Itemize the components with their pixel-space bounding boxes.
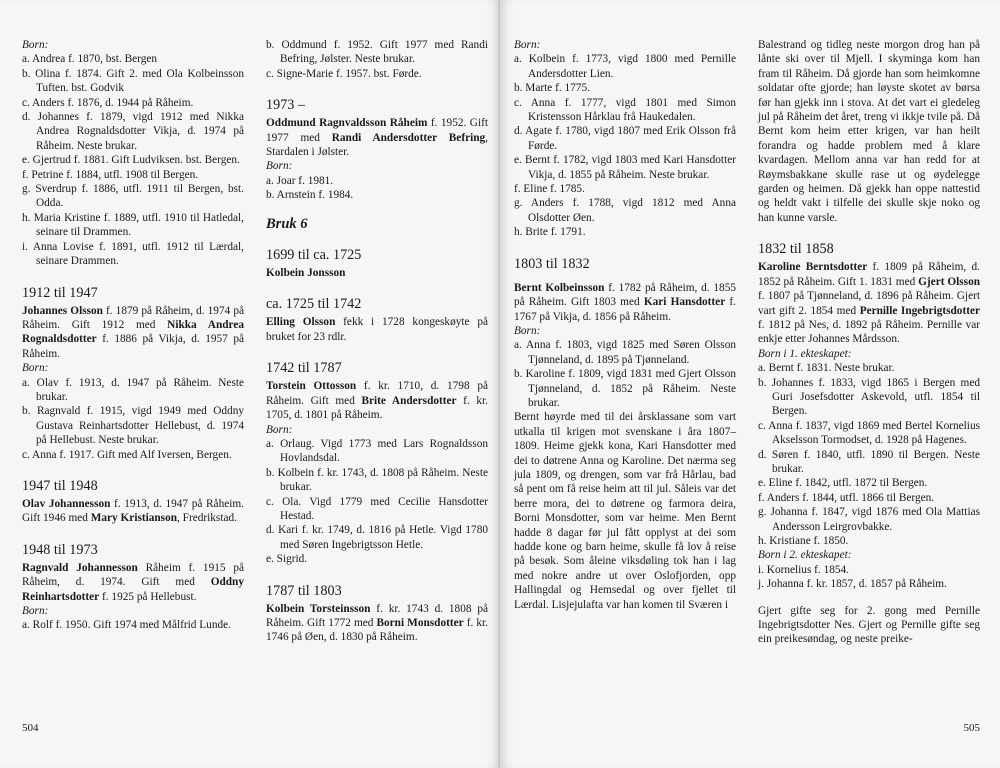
period-heading: 1699 til ca. 1725 bbox=[266, 247, 362, 264]
list-item: h. Brite f. 1791. bbox=[514, 226, 586, 239]
born-label: Born: bbox=[266, 423, 293, 436]
spouse-name: Kari Hansdotter bbox=[643, 296, 726, 309]
owner-paragraph bbox=[266, 116, 488, 159]
period-heading: 1948 til 1973 bbox=[22, 541, 98, 558]
section-heading: Bruk 6 bbox=[266, 215, 308, 232]
list-item: c. Ola. Vigd 1779 med Cecilie Hansdotter Hestad. bbox=[266, 495, 488, 522]
left-column-1 bbox=[22, 38, 244, 633]
owner-paragraph bbox=[266, 602, 488, 645]
list-item: a. Andrea f. 1870, bst. Bergen bbox=[22, 53, 158, 66]
list-item: d. Agate f. 1780, vigd 1807 med Erik Olsson frå Førde. bbox=[514, 125, 736, 152]
list-item: d. Kari f. kr. 1749, d. 1816 på Hetle. Vigd 1780 med Søren Ingebrigtsson Hetle. bbox=[266, 524, 488, 551]
spouse-name: Gjert Olsson bbox=[918, 275, 980, 288]
born-label: Born: bbox=[514, 39, 541, 51]
list-item: e. Sigrid. bbox=[266, 553, 308, 566]
list-item: a. Orlaug. Vigd 1773 med Lars Rognaldsson Hovlandsdal. bbox=[266, 437, 488, 465]
list-item: d. Johannes f. 1879, vigd 1912 med Nikka Andrea Rognaldsdotter Vikja, d. 1974 på Råheim. Neste brukar. bbox=[22, 111, 244, 152]
period-heading: 1787 til 1803 bbox=[266, 582, 342, 599]
owner-name: Olav Johannesson bbox=[22, 497, 111, 510]
list-item: a. Anna f. 1803, vigd 1825 med Søren Olsson Tjønneland, d. 1895 på Tjønneland. bbox=[514, 339, 736, 366]
spouse-text: f. 1807 på Tjønneland, d. 1896 på Råheim. Gjert vart gift 2. 1854 med bbox=[758, 290, 980, 317]
owner-paragraph bbox=[22, 304, 244, 362]
born-label: Born: bbox=[266, 160, 293, 173]
list-item: d. Søren f. 1840, utfl. 1890 til Bergen. Neste brukar. bbox=[758, 448, 980, 475]
spouse-name: Brite Andersdotter bbox=[361, 394, 457, 407]
right-column-1 bbox=[514, 38, 736, 612]
owner-text: f. 1809 på Råheim, d. 1852 på Råheim. Gift 1. 1831 med bbox=[758, 261, 980, 288]
list-item: c. Signe-Marie f. 1957. bst. Førde. bbox=[266, 67, 422, 80]
list-item: h. Kristiane f. 1850. bbox=[758, 535, 849, 547]
list-item: c. Anna f. 1777, vigd 1801 med Simon Kristensson Hårklau frå Haukedalen. bbox=[514, 96, 736, 124]
owner-text: f. 1952. Gift 1977 med bbox=[266, 117, 488, 144]
owner-paragraph bbox=[514, 281, 736, 324]
period-heading: 1973 – bbox=[266, 97, 306, 114]
list-item: g. Johanna f. 1847, vigd 1876 med Ola Mattias Andersson Leirgrovbakke. bbox=[758, 506, 980, 533]
spouse-name: Borni Monsdotter bbox=[376, 616, 464, 629]
born-label: Born: bbox=[22, 39, 49, 51]
period-heading: ca. 1725 til 1742 bbox=[266, 296, 362, 313]
born-label: Born i 2. ekteskapet: bbox=[758, 549, 852, 562]
list-item: a. Rolf f. 1950. Gift 1974 med Målfrid Lunde. bbox=[22, 619, 231, 632]
owner-paragraph bbox=[22, 561, 244, 604]
list-item: c. Anders f. 1876, d. 1944 på Råheim. bbox=[22, 96, 194, 109]
list-item: b. Olina f. 1874. Gift 2. med Ola Kolbeinsson Tuften. bst. Godvik bbox=[22, 67, 244, 95]
spouse-name: Pernille Ingebrigtsdotter bbox=[859, 304, 980, 317]
list-item: b. Kolbein f. kr. 1743, d. 1808 på Råheim. Neste brukar. bbox=[266, 466, 488, 494]
list-item: a. Olav f. 1913, d. 1947 på Råheim. Neste brukar. bbox=[22, 376, 244, 403]
spouse-name: Oddny Reinhartsdotter bbox=[22, 576, 244, 603]
spouse-text: f. kr. 1746 på Øen, d. 1830 på Råheim. bbox=[266, 616, 488, 644]
spouse-text: , Stardalen i Jølster. bbox=[266, 131, 488, 159]
right-column-2 bbox=[758, 38, 980, 647]
list-item: b. Karoline f. 1809, vigd 1831 med Gjert Olsson Tjønneland, d. 1852 på Råheim. Neste brukar. bbox=[514, 368, 736, 409]
list-item: f. Eline f. 1785. bbox=[514, 183, 585, 196]
owner-name: Elling Olsson bbox=[266, 316, 336, 329]
list-item: b. Ragnvald f. 1915, vigd 1949 med Oddny Gustava Reinhartsdotter Hellebust, d. 1974 på Hellebust. Neste brukar. bbox=[22, 405, 244, 447]
owner-name: Torstein Ottosson bbox=[266, 380, 357, 393]
list-item: e. Gjertrud f. 1881. Gift Ludviksen. bst. Bergen. bbox=[22, 154, 240, 167]
owner-paragraph bbox=[758, 260, 980, 346]
spouse-text: f. 1925 på Hellebust. bbox=[99, 590, 197, 603]
spouse-text: f. 1886 på Vikja, d. 1957 på Råheim. bbox=[22, 333, 244, 360]
list-item: g. Anders f. 1788, vigd 1812 med Anna Olsdotter Øen. bbox=[514, 197, 736, 224]
left-column-2 bbox=[266, 38, 488, 645]
owner-text: f. kr. 1710, d. 1798 på Råheim. Gift med bbox=[266, 380, 488, 407]
closing-paragraph: Gjert gifte seg for 2. gong med Pernille Ingebrigtsdotter Nes. Gjert og Pernille gifte seg ein preikesøndag, og neste preike- bbox=[758, 604, 980, 646]
owner-text: Råheim f. 1915 på Råheim, d. 1974. Gift med bbox=[22, 561, 244, 589]
list-item: f. Anders f. 1844, utfl. 1866 til Bergen. bbox=[758, 491, 935, 504]
list-item: i. Anna Lovise f. 1891, utfl. 1912 til Lærdal, seinare Drammen. bbox=[22, 240, 244, 268]
born-label: Born: bbox=[514, 324, 541, 337]
spouse-name: Randi Andersdotter Befring bbox=[331, 131, 486, 144]
owner-text: f. 1782 på Råheim, d. 1855 på Råheim. Gift 1803 med bbox=[514, 281, 736, 309]
page-number-right: 505 bbox=[963, 722, 980, 734]
owner-name: Ragnvald Johannesson bbox=[22, 561, 138, 574]
narrative-paragraph: Bernt høyrde med til dei årsklassane som vart utkalla til krigen mot svenskane i åra 1807–1809. Heime gjekk kona, Kari Hansdotter med dei to døtrene Anna og Karoline. Det nærma seg jula 1809, og drengen, som var frå Hårlau, bad så pent om få reise heim att til jul. Såleis var det berre mora, dei to døtrene og farmora deira, Borni Monsdotter, som var heime. Men Bernt hadde 8 dagar før jul fått opplyst at dei som hadde kone og barn heime, skulle få lov å reise på besøk. Som åleine viksdøling tok han i lag med nokre andre ut over Oslofjorden, opp Hallingdal og Hemsedal og over fjellet til Lærdal. Lisjejulafta var han komen til Sværen i bbox=[514, 411, 736, 611]
owner-paragraph bbox=[22, 497, 244, 526]
born-label: Born: bbox=[22, 605, 49, 617]
owner-paragraph bbox=[266, 266, 488, 280]
period-heading: 1742 til 1787 bbox=[266, 360, 342, 377]
owner-text: f. 1913, d. 1947 på Råheim. Gift 1946 med bbox=[22, 497, 244, 525]
spouse-name: Mary Kristianson bbox=[90, 512, 178, 525]
list-item: b. Arnstein f. 1984. bbox=[266, 189, 354, 202]
period-heading: 1832 til 1858 bbox=[758, 241, 834, 258]
list-item: j. Johanna f. kr. 1857, d. 1857 på Råheim. bbox=[758, 578, 947, 591]
list-item: c. Anna f. 1917. Gift med Alf Iversen, Bergen. bbox=[22, 448, 232, 461]
period-heading: 1803 til 1832 bbox=[514, 255, 590, 272]
children-list bbox=[22, 52, 244, 268]
period-heading: 1912 til 1947 bbox=[22, 284, 98, 301]
owner-name: Karoline Berntsdotter bbox=[758, 261, 868, 274]
list-item: e. Bernt f. 1782, vigd 1803 med Kari Hansdotter Vikja, d. 1855 på Råheim. Neste brukar. bbox=[514, 154, 736, 181]
spouse-text: f. 1812 på Nes, d. 1892 på Råheim. Pernille var enkje etter Johannes Mårdsson. bbox=[758, 318, 980, 346]
owner-paragraph bbox=[266, 315, 488, 344]
owner-name: Johannes Olsson bbox=[22, 304, 103, 317]
owner-name: Kolbein Jonsson bbox=[266, 267, 346, 280]
list-item: a. Kolbein f. 1773, vigd 1800 med Pernille Andersdotter Lien. bbox=[514, 53, 736, 80]
spouse-name: Nikka Andrea Rognaldsdotter bbox=[22, 318, 244, 346]
list-item: b. Marte f. 1775. bbox=[514, 82, 590, 95]
owner-name: Kolbein Torsteinsson bbox=[266, 602, 371, 615]
owner-name: Oddmund Ragnvaldsson Råheim bbox=[266, 117, 428, 130]
list-item: a. Bernt f. 1831. Neste brukar. bbox=[758, 362, 895, 375]
spouse-text: f. 1767 på Vikja, d. 1856 på Råheim. bbox=[514, 296, 736, 323]
list-item: g. Sverdrup f. 1886, utfl. 1911 til Bergen, bst. Odda. bbox=[22, 183, 244, 210]
right-page bbox=[500, 0, 1000, 768]
list-item: h. Maria Kristine f. 1889, utfl. 1910 til Hatledal, seinare til Drammen. bbox=[22, 211, 244, 239]
list-item: b. Oddmund f. 1952. Gift 1977 med Randi Befring, Jølster. Neste brukar. bbox=[266, 39, 488, 66]
list-item: c. Anna f. 1837, vigd 1869 med Bertel Kornelius Akselsson Tormodset, d. 1928 på Hagenes. bbox=[758, 419, 980, 447]
list-item: b. Johannes f. 1833, vigd 1865 i Bergen med Guri Josefsdotter Askevold, utfl. 1854 til Bergen. bbox=[758, 376, 980, 418]
page-number-left: 504 bbox=[22, 722, 39, 734]
born-label: Born: bbox=[22, 362, 49, 375]
owner-name: Bernt Kolbeinsson bbox=[514, 281, 605, 294]
owner-text: f. 1879 på Råheim, d. 1974 på Råheim. Gift 1912 med bbox=[22, 304, 244, 331]
owner-text: fekk i 1728 kongeskøyte på bruket for 23 rdlr. bbox=[266, 316, 488, 343]
list-item: f. Petrine f. 1884, utfl. 1908 til Bergen. bbox=[22, 168, 199, 181]
list-item: i. Kornelius f. 1854. bbox=[758, 563, 849, 576]
list-item: e. Eline f. 1842, utfl. 1872 til Bergen. bbox=[758, 477, 928, 490]
owner-paragraph bbox=[266, 379, 488, 422]
spouse-text: , Fredrikstad. bbox=[177, 512, 237, 525]
owner-text: f. kr. 1743 d. 1808 på Råheim. Gift 1772 med bbox=[266, 602, 489, 629]
list-item: a. Joar f. 1981. bbox=[266, 174, 334, 187]
spouse-text: f. kr. 1705, d. 1801 på Råheim. bbox=[266, 394, 488, 422]
period-heading: 1947 til 1948 bbox=[22, 477, 98, 494]
narrative-paragraph: Balestrand og tidleg neste morgon drog han på lånte ski over til Mjell. I skyminga kom han fram til Råheim. Då gjorde han som heimkomne soldatar ofte gjorde; han løyste skotet av børsa før han gjekk inn i stova. At det vart ei gledeleg jul på Råheim det året, treng vi ikkje tvile på. Då Bernt kom heim etter krigen, var han heilt forandra og hadde problem med å klare kvardagen. Mellom anna var han redd for at Røymsbakkane skulle rase ut og øydelegge garden og heimen. Då gjekk han oppe nattestid og heldt vakt i tilfelle dei skulle skje noko og han kunne varsle. bbox=[758, 39, 980, 224]
born-label: Born i 1. ekteskapet: bbox=[758, 347, 852, 360]
